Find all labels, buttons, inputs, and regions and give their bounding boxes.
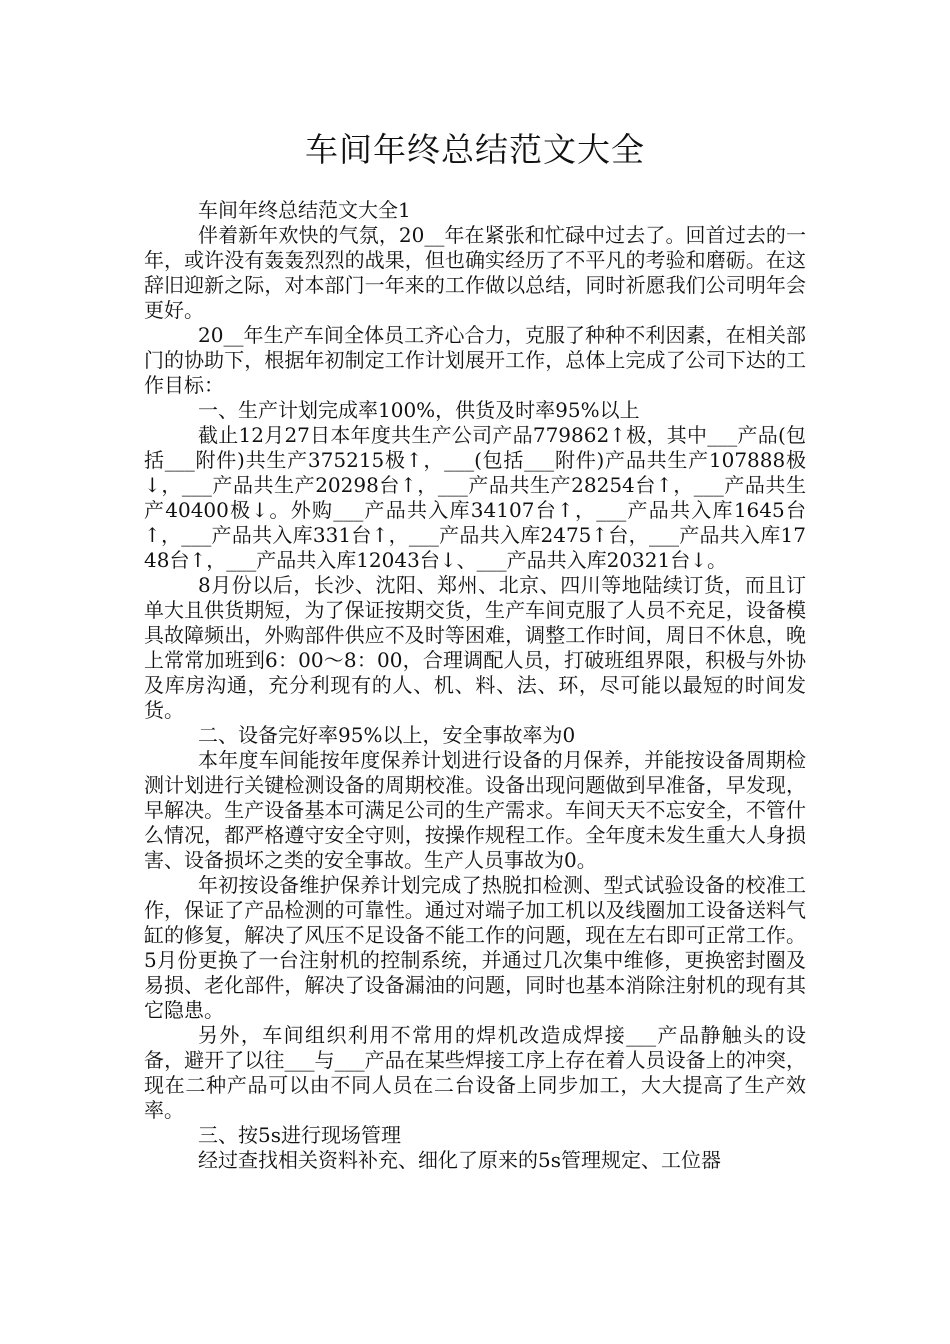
paragraph-intro: 伴着新年欢快的气氛，20__年在紧张和忙碌中过去了。回首过去的一年，或许没有轰轰烈烈的战果，但也确实经历了不平凡的考验和磨砺。在这辞旧迎新之际，对本部门一年来的工作做以总结，同时祈愿我们公司明年会更好。: [144, 223, 806, 322]
paragraph-overview: 20__年生产车间全体员工齐心合力，克服了种种不利因素，在相关部门的协助下，根据年初制定工作计划展开工作，总体上完成了公司下达的工作目标：: [144, 323, 806, 397]
paragraph-subtitle: 车间年终总结范文大全1: [198, 198, 411, 222]
paragraph-production-figures: 截止12月27日本年度共生产公司产品779862↑极，其中___产品(包括___附件)共生产375215极↑，___(包括___附件)产品共生产107888极↓，___产品共生产20298台↑，___产品共生产28254台↑，___产品共生产40400极↓。外购___产品共入库34107台↑，___产品共入库1645台↑，___产品共入库331台↑，___产品共入库2475↑台，___产品共入库1748台↑，___产品共入库12043台↓、___产品共入库20321台↓。: [144, 423, 806, 572]
paragraph-maintenance: 本年度车间能按年度保养计划进行设备的月保养，并能按设备周期检测计划进行关键检测设备的周期校准。设备出现问题做到早准备，早发现，早解决。生产设备基本可满足公司的生产需求。车间天天不忘安全，不管什么情况，都严格遵守安全守则，按操作规程工作。全年度未发生重大人身损害、设备损坏之类的安全事故。生产人员事故为0。: [144, 748, 806, 872]
paragraph-repairs: 年初按设备维护保养计划完成了热脱扣检测、型式试验设备的校准工作，保证了产品检测的可靠性。通过对端子加工机以及线圈加工设备送料气缸的修复，解决了风压不足设备不能工作的问题，现在左右即可正常工作。5月份更换了一台注射机的控制系统，并通过几次集中维修，更换密封圈及易损、老化部件，解决了设备漏油的问题，同时也基本消除注射机的现有其它隐患。: [144, 873, 806, 1022]
paragraph-5s: 经过查找相关资料补充、细化了原来的5s管理规定、工位器: [198, 1148, 721, 1172]
document-body: [144, 198, 806, 1173]
section-heading-production: 一、生产计划完成率100%，供货及时率95%以上: [198, 398, 640, 422]
section-heading-5s: 三、按5s进行现场管理: [198, 1123, 401, 1147]
section-heading-equipment: 二、设备完好率95%以上，安全事故率为0: [198, 723, 576, 747]
document-title: 车间年终总结范文大全: [305, 130, 645, 169]
paragraph-welding: 另外，车间组织利用不常用的焊机改造成焊接___产品静触头的设备，避开了以往___与___产品在某些焊接工序上存在着人员设备上的冲突，现在二种产品可以由不同人员在二台设备上同步加工，大大提高了生产效率。: [144, 1023, 806, 1122]
paragraph-august-orders: 8月份以后，长沙、沈阳、郑州、北京、四川等地陆续订货，而且订单大且供货期短，为了保证按期交货，生产车间克服了人员不充足，设备模具故障频出，外购部件供应不及时等困难，调整工作时间，周日不休息，晚上常常加班到6：00～8：00，合理调配人员，打破班组界限，积极与外协及库房沟通，充分利现有的人、机、料、法、环，尽可能以最短的时间发货。: [144, 573, 806, 722]
